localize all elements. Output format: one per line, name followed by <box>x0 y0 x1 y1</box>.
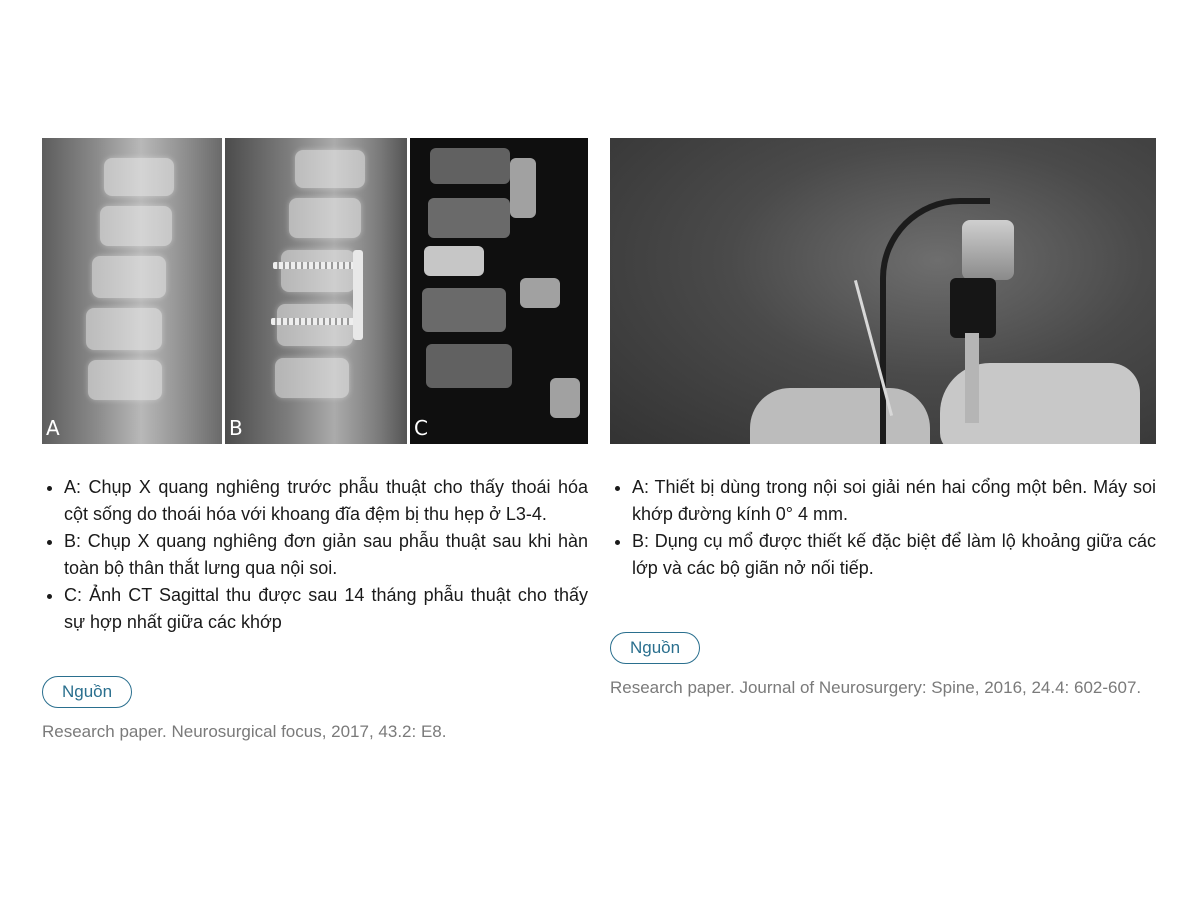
camera-icon <box>962 220 1014 280</box>
list-item: • A: Chụp X quang nghiêng trước phẫu thuật cho thấy thoái hóa cột sống do thoái hóa với khoang đĩa đệm bị thu hẹp ở L3-4. <box>64 474 588 528</box>
list-item: • B: Chụp X quang nghiêng đơn giản sau phẫu thuật sau khi hàn toàn bộ thân thắt lưng qua nội soi. <box>64 528 588 582</box>
citation-left: Research paper. Neurosurgical focus, 2017, 43.2: E8. <box>42 722 447 741</box>
xray-panel-a <box>42 138 222 444</box>
panel-label-c: C <box>414 416 428 440</box>
list-item: • C: Ảnh CT Sagittal thu được sau 14 tháng phẫu thuật cho thấy sự hợp nhất giữa các khớp <box>64 582 588 636</box>
ct-panel-c <box>410 138 588 444</box>
panel-label-b: B <box>229 416 243 440</box>
surgical-photo-figure <box>610 138 1156 444</box>
list-item: • A: Thiết bị dùng trong nội soi giải nén hai cổng một bên. Máy soi khớp đường kính 0° 4 mm. <box>632 474 1156 528</box>
source-button-left[interactable]: Nguồn <box>42 676 132 708</box>
left-column <box>42 138 588 744</box>
right-caption-list <box>610 474 1156 582</box>
left-caption-list <box>42 474 588 636</box>
list-item: • B: Dụng cụ mổ được thiết kế đặc biệt để làm lộ khoảng giữa các lớp và các bộ giãn nở nối tiếp. <box>632 528 1156 582</box>
spine-xray-figure <box>42 138 588 444</box>
surgical-photo <box>610 138 1156 444</box>
source-button-right[interactable]: Nguồn <box>610 632 700 664</box>
citation-right: Research paper. Journal of Neurosurgery: Spine, 2016, 24.4: 602-607. <box>610 678 1142 697</box>
right-column <box>610 138 1156 700</box>
xray-panel-b <box>225 138 407 444</box>
panel-label-a: A <box>46 416 60 440</box>
